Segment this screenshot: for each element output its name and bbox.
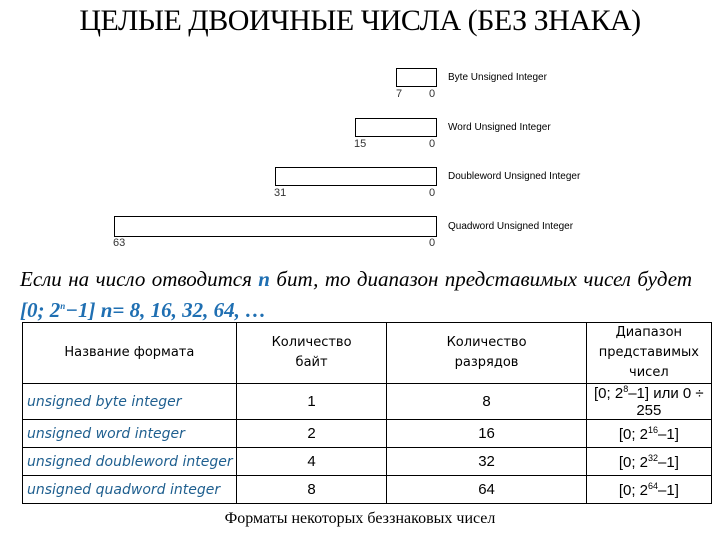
word-box bbox=[355, 118, 437, 137]
table-header-row bbox=[23, 323, 712, 384]
quadword-low-bit: 0 bbox=[429, 237, 436, 249]
range-part: –1] bbox=[658, 481, 679, 499]
byte-label: Byte Unsigned Integer bbox=[448, 72, 547, 83]
format-name: unsigned doubleword integer bbox=[23, 448, 237, 476]
range-part: [0; 2 bbox=[618, 481, 648, 499]
format-name: unsigned byte integer bbox=[23, 384, 237, 420]
bit-count: 16 bbox=[387, 420, 586, 448]
word-low-bit: 0 bbox=[429, 138, 436, 150]
bit-count: 32 bbox=[387, 448, 586, 476]
range-formula bbox=[20, 298, 266, 322]
format-name: unsigned word integer bbox=[23, 420, 237, 448]
table-caption: Форматы некоторых беззнаковых чисел bbox=[224, 510, 496, 527]
range-exponent: 64 bbox=[648, 480, 659, 491]
range-part: [0; 2 bbox=[618, 453, 648, 471]
bit-count: 8 bbox=[387, 384, 586, 420]
range bbox=[586, 448, 711, 476]
header-bits: Количество разрядов bbox=[387, 323, 586, 384]
range bbox=[586, 420, 711, 448]
byte-low-bit: 0 bbox=[429, 88, 436, 100]
range bbox=[586, 384, 711, 420]
quadword-label: Quadword Unsigned Integer bbox=[448, 221, 574, 232]
byte-count: 4 bbox=[236, 448, 387, 476]
formula-part: −1] n= 8, 16, 32, 64, … bbox=[65, 298, 267, 322]
bit-count: 64 bbox=[387, 476, 586, 504]
range-exponent: 8 bbox=[623, 384, 629, 394]
doubleword-high-bit: 31 bbox=[274, 187, 287, 199]
doubleword-label: Doubleword Unsigned Integer bbox=[448, 171, 581, 182]
range-description bbox=[20, 266, 692, 324]
range bbox=[586, 476, 711, 504]
doubleword-box bbox=[275, 167, 437, 186]
header-range: Диапазон представимых чисел bbox=[586, 323, 711, 384]
byte-high-bit: 7 bbox=[396, 88, 403, 100]
formula-part: [0; 2 bbox=[20, 298, 61, 322]
byte-count: 2 bbox=[236, 420, 387, 448]
range-exponent: 16 bbox=[648, 424, 659, 435]
byte-count: 8 bbox=[236, 476, 387, 504]
table-row bbox=[23, 420, 712, 448]
range-part: [0; 2 bbox=[594, 385, 624, 402]
quadword-high-bit: 63 bbox=[113, 237, 126, 249]
table-row bbox=[23, 384, 712, 420]
header-name: Название формата bbox=[23, 323, 237, 384]
range-part: [0; 2 bbox=[618, 425, 648, 443]
range-part: –1] bbox=[658, 425, 679, 443]
text: бит, то диапазон представимых чисел будет bbox=[269, 267, 693, 291]
slide-title: ЦЕЛЫЕ ДВОИЧНЫЕ ЧИСЛА (БЕЗ ЗНАКА) bbox=[79, 4, 641, 37]
table-row bbox=[23, 476, 712, 504]
table-row bbox=[23, 448, 712, 476]
range-exponent: 32 bbox=[648, 452, 659, 463]
byte-box bbox=[396, 68, 437, 87]
formats-table bbox=[22, 322, 712, 504]
range-part: –1] bbox=[658, 453, 679, 471]
quadword-box bbox=[114, 216, 437, 237]
text: Если на число отводится bbox=[20, 267, 259, 291]
n-variable: n bbox=[258, 267, 270, 291]
format-name: unsigned quadword integer bbox=[23, 476, 237, 504]
range-part: –1] или 0 ÷ 255 bbox=[628, 385, 704, 419]
header-bytes: Количество байт bbox=[236, 323, 387, 384]
formula-exponent: n bbox=[60, 301, 66, 311]
doubleword-low-bit: 0 bbox=[429, 187, 436, 199]
word-high-bit: 15 bbox=[354, 138, 367, 150]
byte-count: 1 bbox=[236, 384, 387, 420]
word-label: Word Unsigned Integer bbox=[448, 122, 551, 133]
